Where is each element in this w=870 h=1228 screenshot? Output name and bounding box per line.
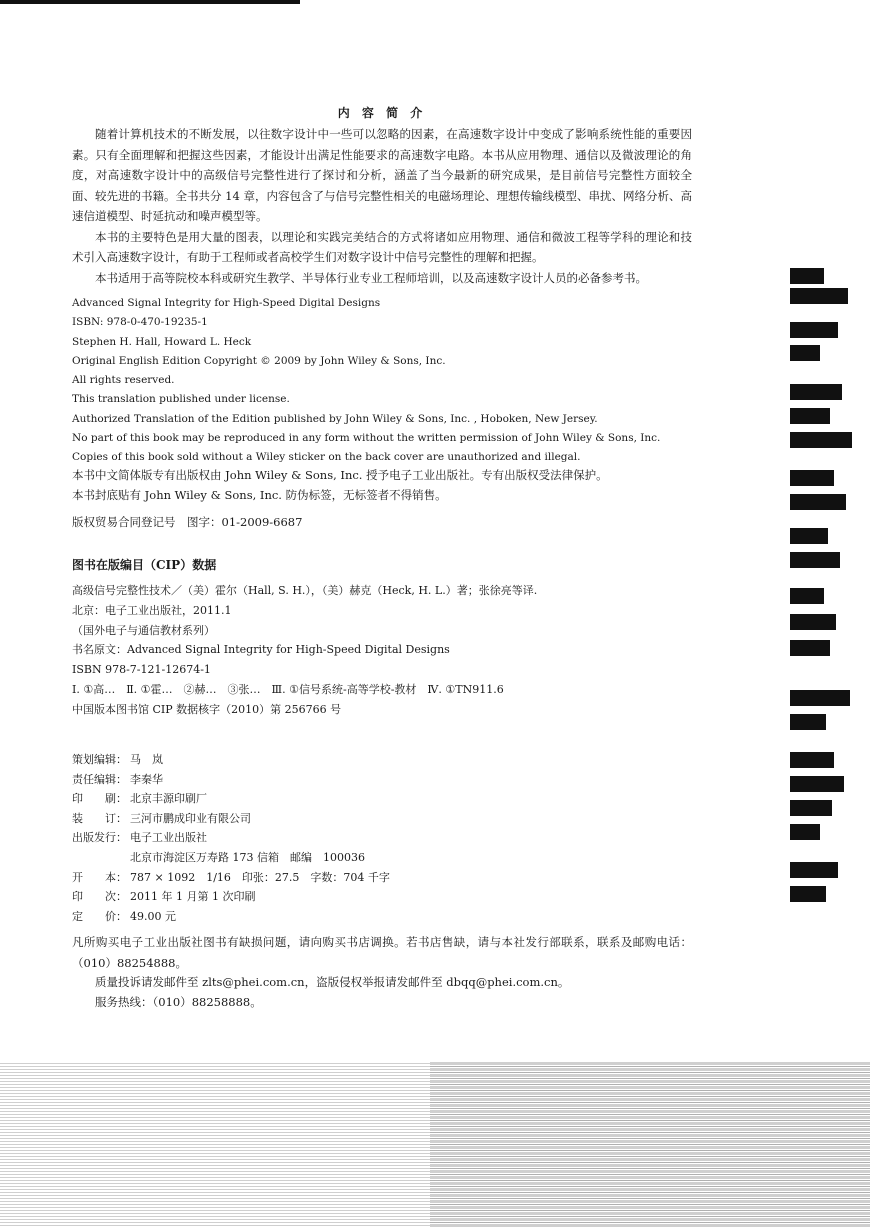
cip-line: 北京：电子工业出版社，2011.1 [72,603,232,617]
credit-row [72,907,692,927]
edge-mark [790,288,848,304]
cip-line: 书名原文：Advanced Signal Integrity for High-Speed Digital Designs [72,643,450,657]
cip-line: Ⅰ. ①高… Ⅱ. ①霍… ②赫… ③张… Ⅲ. ①信号系统-高等学校-教材 Ⅳ. ①TN911.6 [72,682,504,696]
scan-bottom-shadow [430,1062,870,1228]
edge-mark [790,470,834,486]
edge-mark [790,862,838,878]
credit-row [72,809,692,829]
edge-mark [790,528,828,544]
edge-mark [790,384,842,400]
edge-mark [790,345,820,361]
credit-value: 北京丰源印刷厂 [130,792,207,806]
credit-label: 开 本： [72,870,127,884]
credit-label: 印 次： [72,890,127,904]
credit-value: 马 岚 [130,753,163,766]
english-line: All rights reserved. [72,374,175,387]
english-line: ISBN: 978-0-470-19235-1 [72,316,208,329]
credit-row [72,770,692,790]
notice-paragraph: 凡所购买电子工业出版社图书有缺损问题，请向购买书店调换。若书店售缺，请与本社发行部联系，联系及邮购电话：（010）88254888。 [72,935,692,970]
service-notice [72,932,692,1012]
english-line: No part of this book may be reproduced in any form without the written permission of John Wiley & Sons, Inc. [72,432,661,445]
credit-label: 印 刷： [72,792,127,806]
edge-mark [790,552,840,568]
edge-mark [790,776,844,792]
credit-value: 李秦华 [130,772,163,786]
edge-mark [790,690,850,706]
credit-value: 2011 年 1 月第 1 次印刷 [130,890,256,904]
credit-value: 787 × 1092 1/16 印张：27.5 字数：704 千字 [130,870,390,884]
contract-line: 版权贸易合同登记号 图字：01-2009-6687 [72,515,303,529]
cip-line: （国外电子与通信教材系列） [72,623,215,637]
credit-label: 出版发行： [72,831,127,845]
edge-mark [790,714,826,730]
rights-line: 本书中文简体版专有出版权由 John Wiley & Sons, Inc. 授予电子工业出版社。专有出版权受法律保护。 [72,468,608,482]
credit-row [72,848,692,868]
edge-mark [790,886,826,902]
credit-label: 策划编辑： [72,753,127,766]
credit-value: 三河市鹏成印业有限公司 [130,811,251,825]
edge-mark [790,268,824,284]
scan-top-rule [0,0,300,4]
edge-mark [790,640,830,656]
credit-label: 定 价： [72,909,127,923]
section-heading: 内 容 简 介 [337,106,427,120]
intro-paragraph: 本书的主要特色是用大量的图表，以理论和实践完美结合的方式将诸如应用物理、通信和微波工程等学科的理论和技术引入高速数字设计，有助于工程师或者高校学生们对数字设计中信号完整性的理解和把握。 [72,229,692,264]
edge-mark [790,614,836,630]
edge-mark [790,408,830,424]
credit-row [72,789,692,809]
edge-mark [790,494,846,510]
english-line: Original English Edition Copyright © 2009 by John Wiley & Sons, Inc. [72,354,446,367]
cip-heading: 图书在版编目（CIP）数据 [72,558,217,572]
cip-line: ISBN 978-7-121-12674-1 [72,663,211,677]
credit-row [72,828,692,848]
intro-paragraph: 本书适用于高等院校本科或研究生教学、半导体行业专业工程师培训，以及高速数字设计人员的必备参考书。 [95,270,647,285]
cip-line: 高级信号完整性技术／（美）霍尔（Hall, S. H.），（美）赫克（Heck, H. L.）著；张徐亮等译. [72,584,538,597]
edge-mark [790,322,838,338]
credit-label [72,848,130,868]
english-line: This translation published under license. [72,393,290,406]
credits-block [72,750,692,926]
edge-mark [790,588,824,604]
contract-registration [72,513,692,533]
english-line: Authorized Translation of the Edition published by John Wiley & Sons, Inc. , Hoboken, New Jersey. [72,412,598,425]
cip-line: 中国版本图书馆 CIP 数据核字（2010）第 256766 号 [72,702,342,716]
english-line: Copies of this book sold without a Wiley sticker on the back cover are unauthorized and illegal. [72,451,581,464]
credit-label: 装 订： [72,811,127,825]
credit-label: 责任编辑： [72,772,127,786]
chinese-rights-block [72,466,692,505]
credit-row [72,868,692,888]
credit-value: 电子工业出版社 [130,831,207,845]
cip-block [72,556,692,720]
intro-paragraph: 随着计算机技术的不断发展，以往数字设计中一些可以忽略的因素，在高速数字设计中变成了影响系统性能的重要因素。只有全面理解和把握这些因素，才能设计出满足性能要求的高速数字电路。本书从应用物理、通信以及微波理论的角度，对高速数字设计中的高级信号完整性进行了探讨和分析，涵盖了当今最新的研究成果，是目前信号完整性方面较全面、较先进的书籍。全书共分 14 章，内容包含了与信号完整性相关的电磁场理论、理想传输线模型、串扰、网络分析、高速信道模型、时延抗动和噪声模型等。 [72,127,692,223]
credit-value: 北京市海淀区万寿路 173 信箱 邮编 100036 [130,850,365,864]
hotline-line: 服务热线：（010）88258888。 [95,994,262,1009]
english-line: Stephen H. Hall, Howard L. Heck [72,335,252,348]
credit-row [72,750,692,770]
english-rights-block [72,294,692,468]
intro-section [72,124,692,288]
edge-mark [790,432,852,448]
credit-row [72,887,692,907]
edge-mark [790,800,832,816]
english-line: Advanced Signal Integrity for High-Speed Digital Designs [72,297,381,309]
edge-mark [790,824,820,840]
scan-right-edge [790,0,870,1060]
rights-line: 本书封底贴有 John Wiley & Sons, Inc. 防伪标签，无标签者不得销售。 [72,487,447,502]
complaint-line: 质量投诉请发邮件至 zlts@phei.com.cn，盗版侵权举报请发邮件至 dbqq@phei.com.cn。 [95,975,570,989]
edge-mark [790,752,834,768]
credit-value: 49.00 元 [130,909,176,923]
